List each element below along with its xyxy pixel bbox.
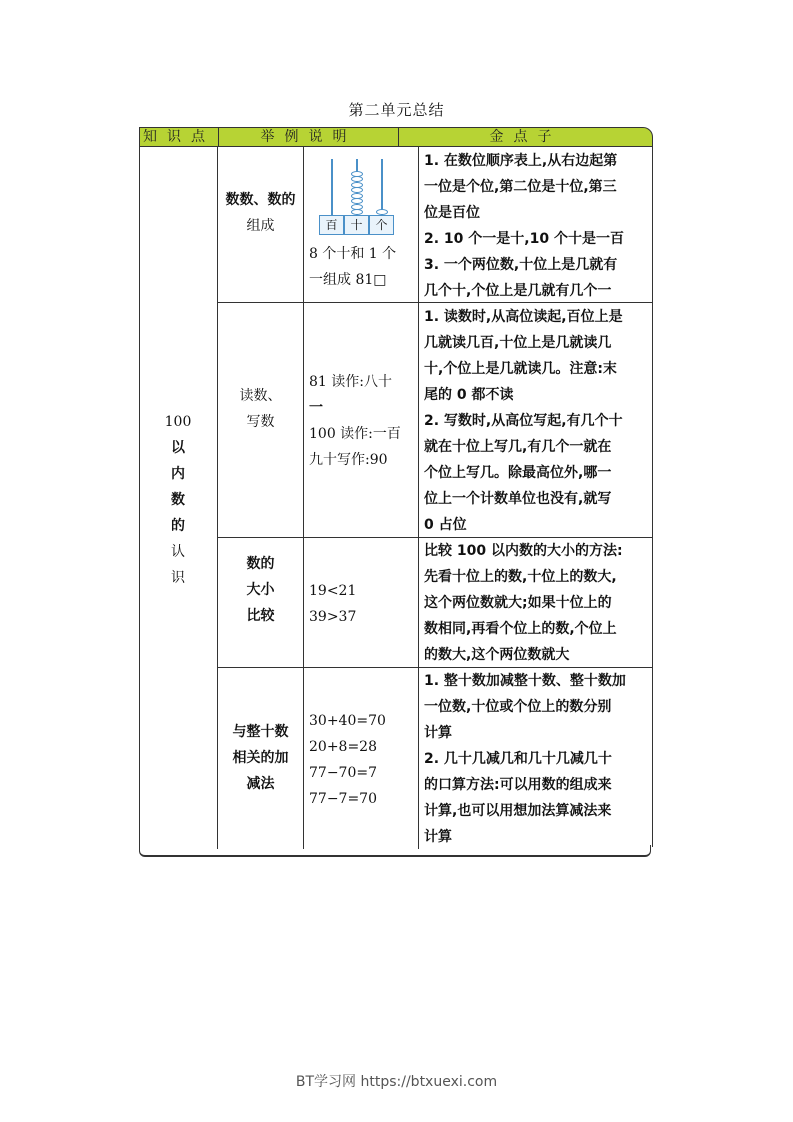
tip-line: 一位是个位,第二位是十位,第三: [424, 179, 617, 195]
kp-char: 的: [171, 518, 185, 534]
topic-reading-writing: [218, 383, 303, 435]
example-line: 77−70=7: [309, 765, 377, 781]
abacus-bead: [351, 193, 363, 199]
topic-line: 写数: [246, 414, 275, 430]
topic-line: 读数、: [239, 388, 282, 404]
page-title: 第二单元总结: [348, 101, 445, 119]
topic-line: 比较: [246, 608, 275, 624]
example-comparing: [309, 578, 419, 630]
tip-line: 2. 几十几减几和几十几减几十: [424, 751, 612, 767]
example-line: 8 个十和 1 个: [309, 246, 397, 262]
example-reading-writing: [309, 369, 419, 473]
example-line: 19<21: [309, 583, 357, 599]
tip-line: 的口算方法:可以用数的组成来: [424, 777, 612, 793]
tip-line: 位上一个计数单位也没有,就写: [424, 491, 612, 507]
tip-line: 计算: [424, 725, 452, 741]
tip-line: 0 占位: [424, 517, 467, 533]
knowledge-point-cell: [139, 409, 217, 591]
tip-line: 就在十位上写几,有几个一就在: [424, 439, 612, 455]
header-golden-tips: 金点子: [398, 127, 653, 147]
tip-line: 比较 100 以内数的大小的方法:: [424, 543, 623, 559]
tip-line: 先看十位上的数,十位上的数大,: [424, 569, 617, 585]
topic-line: 数的: [246, 556, 275, 572]
tip-line: 计算: [424, 829, 452, 845]
example-line: 100 读作:一百: [309, 426, 401, 442]
summary-table: [139, 127, 653, 859]
kp-char: 以: [171, 440, 185, 456]
abacus-illustration: [319, 157, 397, 239]
abacus-bead: [351, 182, 363, 188]
kp-char: 认: [171, 544, 185, 560]
topic-line: 组成: [246, 218, 275, 234]
tip-line: 数相同,再看个位上的数,个位上: [424, 621, 617, 637]
topic-line: 数数、数的: [225, 192, 296, 208]
kp-char: 识: [171, 570, 185, 586]
abacus-rod-hundreds: [331, 159, 333, 217]
tip-line: 2. 10 个一是十,10 个十是一百: [424, 231, 624, 247]
example-line: 30+40=70: [309, 713, 386, 729]
tips-add-subtract: [424, 668, 646, 850]
example-add-subtract: [309, 708, 419, 812]
tip-line: 位是百位: [424, 205, 480, 221]
abacus-bead: [351, 187, 363, 193]
abacus-label-hundreds: 百: [319, 215, 344, 235]
tip-line: 2. 写数时,从高位写起,有几个十: [424, 413, 623, 429]
topic-line: 相关的加: [232, 750, 289, 766]
header-knowledge-point: 知识点: [139, 127, 219, 147]
tip-line: 几就读几百,十位上是几就读几: [424, 335, 612, 351]
example-line: 一: [309, 400, 323, 416]
abacus-label-ones: 个: [369, 215, 394, 235]
tip-line: 的数大,这个两位数就大: [424, 647, 570, 663]
abacus-bead: [351, 171, 363, 177]
topic-counting-composition: [218, 187, 303, 239]
abacus-label-tens: 十: [344, 215, 369, 235]
topic-line: 与整十数: [232, 724, 289, 740]
footer-watermark: BT学习网 https://btxuexi.com: [295, 1074, 498, 1090]
tip-line: 3. 一个两位数,十位上是几就有: [424, 257, 618, 273]
abacus-bead: [351, 198, 363, 204]
example-counting: [309, 241, 419, 293]
topic-line: 减法: [246, 776, 275, 792]
example-line: 一组成 81□: [309, 272, 387, 288]
tip-line: 十,个位上是几就读几。注意:末: [424, 361, 617, 377]
example-line: 39>37: [309, 609, 357, 625]
tip-line: 这个两位数就大;如果十位上的: [424, 595, 612, 611]
example-line: 九十写作:90: [309, 452, 388, 468]
tips-comparing: [424, 538, 646, 668]
tip-line: 计算,也可以用想加法算减法来: [424, 803, 612, 819]
topic-comparing: [218, 551, 303, 629]
topic-line: 大小: [246, 582, 275, 598]
example-line: 20+8=28: [309, 739, 377, 755]
tip-line: 尾的 0 都不读: [424, 387, 514, 403]
kp-char: 内: [171, 466, 185, 482]
tips-counting: [424, 148, 646, 304]
table-border-right: [652, 147, 653, 847]
tips-reading-writing: [424, 304, 646, 538]
header-examples: 举例说明: [218, 127, 399, 147]
example-line: 77−7=70: [309, 791, 377, 807]
abacus-bead: [351, 176, 363, 182]
tip-line: 1. 整十数加减整十数、整十数加: [424, 673, 626, 689]
tip-line: 个位上写几。除最高位外,哪一: [424, 465, 612, 481]
topic-add-subtract-tens: [218, 719, 303, 797]
tip-line: 一位数,十位或个位上的数分别: [424, 699, 612, 715]
example-line: 81 读作:八十: [309, 374, 392, 390]
kp-char: 100: [164, 414, 192, 430]
tip-line: 几个十,个位上是几就有几个一: [424, 283, 612, 299]
tip-line: 1. 读数时,从高位读起,百位上是: [424, 309, 623, 325]
tip-line: 1. 在数位顺序表上,从右边起第: [424, 153, 618, 169]
abacus-bead: [351, 204, 363, 210]
kp-char: 数: [171, 492, 185, 508]
column-divider-2: [303, 147, 304, 849]
